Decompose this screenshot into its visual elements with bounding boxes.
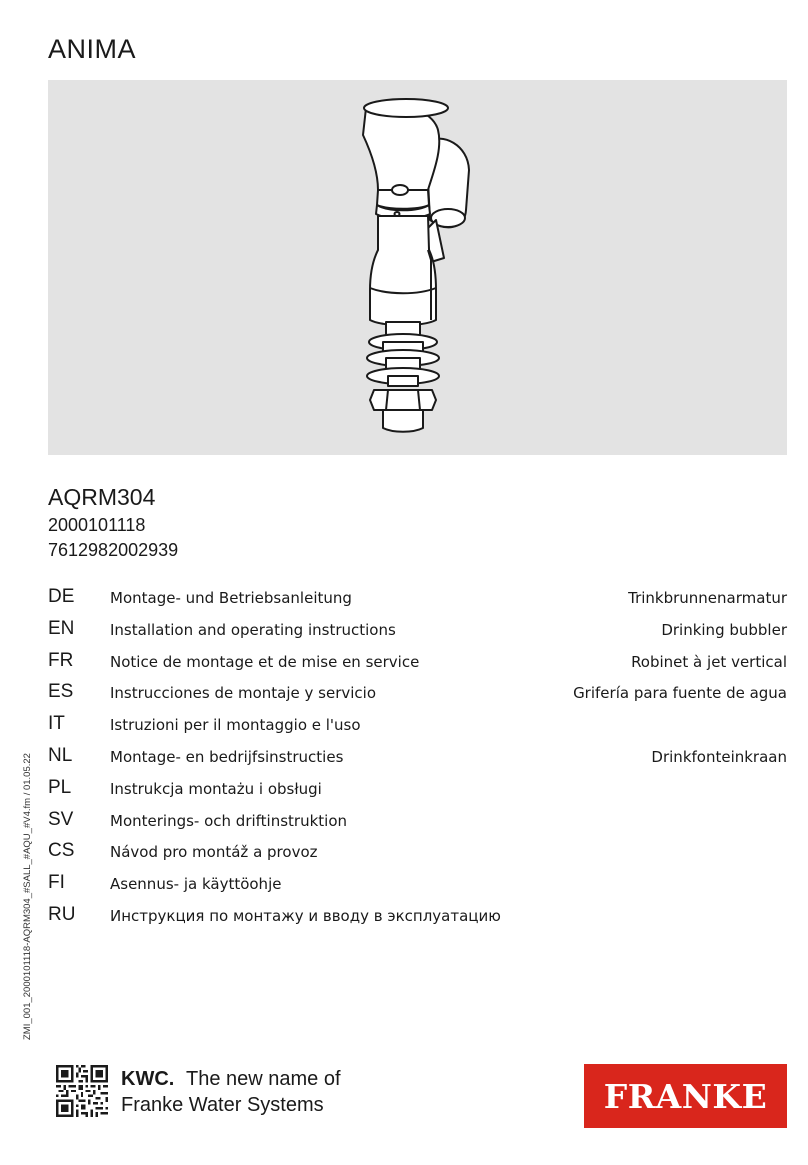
instruction-title: Instrukcja montażu i obsługi (110, 779, 322, 798)
language-code: PL (48, 776, 72, 798)
instruction-title: Notice de montage et de mise en service (110, 652, 420, 671)
language-row-nl (48, 745, 787, 777)
language-row-it (48, 713, 787, 745)
language-code: FR (48, 649, 74, 671)
language-row-fr (48, 650, 787, 682)
product-name: Trinkbrunnenarmatur (628, 589, 787, 607)
instruction-title: Instrucciones de montaje y servicio (110, 684, 377, 703)
kwc-tagline-line1: The new name of (186, 1068, 341, 1090)
language-code: FI (48, 872, 65, 894)
kwc-tagline-line2: Franke Water Systems (121, 1094, 324, 1116)
drinking-bubbler-illustration (48, 80, 787, 455)
instruction-title: Návod pro montáž a provoz (110, 843, 318, 862)
product-name: Grifería para fuente de agua (573, 684, 787, 703)
qr-code-icon (56, 1065, 108, 1117)
language-row-pl (48, 777, 787, 809)
instruction-title: Installation and operating instructions (110, 620, 396, 639)
product-name: Drinkfonteinkraan (651, 747, 787, 766)
document-reference-text: ZMI_001_2000101118-AQRM304_#SALL_#AQU_#V4.fm / 01.05.22 (22, 753, 33, 1040)
article-number: 2000101118 (48, 515, 146, 535)
language-code: SV (48, 808, 74, 830)
language-row-ru (48, 904, 787, 936)
product-name: Drinking bubbler (661, 620, 787, 639)
language-row-en (48, 618, 787, 650)
language-code: ES (48, 681, 74, 703)
language-code: IT (48, 713, 65, 735)
language-row-sv (48, 809, 787, 841)
language-row-fi (48, 872, 787, 904)
document-reference-code (22, 753, 33, 1041)
ean-number: 7612982002939 (48, 540, 179, 560)
instruction-title: Инструкция по монтажу и вводу в эксплуатацию (110, 906, 501, 925)
product-image-panel (48, 80, 787, 455)
instruction-title: Asennus- ja käyttöohje (110, 875, 282, 894)
instruction-title: Istruzioni per il montaggio e l'uso (110, 716, 361, 735)
instruction-title: Monterings- och driftinstruktion (110, 811, 348, 830)
kwc-brand-name: KWC. (121, 1068, 175, 1090)
instruction-title: Montage- en bedrijfsinstructies (110, 747, 344, 766)
language-row-cs (48, 840, 787, 872)
language-code: CS (48, 840, 75, 862)
language-row-es (48, 681, 787, 713)
product-name: Robinet à jet vertical (631, 652, 787, 671)
language-code: RU (48, 903, 76, 925)
language-list (48, 586, 787, 936)
document-title: ANIMA (48, 34, 137, 64)
franke-logo (584, 1064, 787, 1128)
model-number: AQRM304 (48, 484, 156, 510)
language-code: EN (48, 617, 75, 639)
language-row-de (48, 586, 787, 618)
instruction-title: Montage- und Betriebsanleitung (110, 589, 352, 607)
language-code: NL (48, 744, 73, 766)
language-code: DE (48, 586, 75, 607)
franke-logo-text: FRANKE (603, 1076, 768, 1116)
